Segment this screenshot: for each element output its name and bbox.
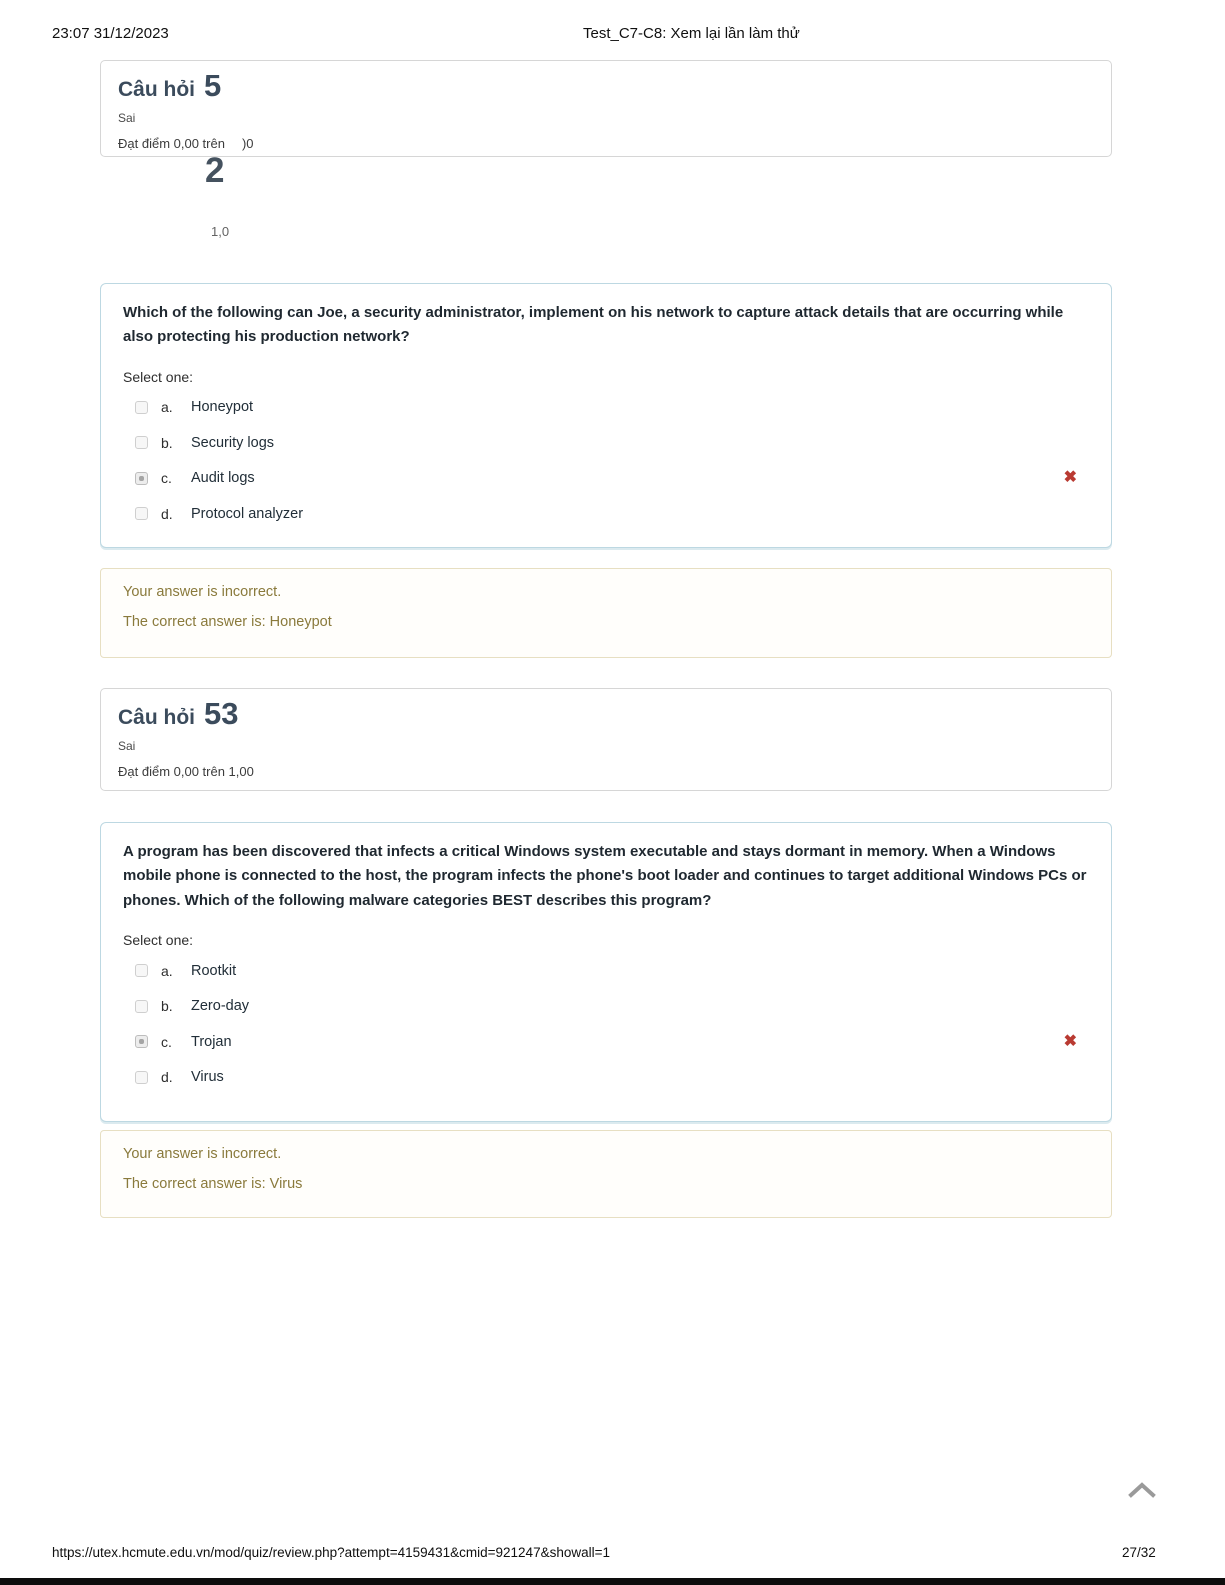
radio-button[interactable] <box>135 401 148 414</box>
question-status: Sai <box>118 739 136 753</box>
option-letter: d. <box>161 1069 173 1086</box>
option-label[interactable]: Zero-day <box>191 998 250 1015</box>
answer-option[interactable] <box>123 425 1089 461</box>
radio-button[interactable] <box>135 964 148 977</box>
displaced-question-number-digit: 2 <box>205 151 225 190</box>
radio-button-selected[interactable] <box>135 1035 148 1048</box>
question-grade-text: Đạt điểm 0,00 trên 1,00 <box>118 764 254 779</box>
feedback-incorrect-text: Your answer is incorrect. <box>123 1146 282 1162</box>
answer-option[interactable] <box>123 953 1089 989</box>
question-content-box <box>100 822 1112 1122</box>
option-letter: c. <box>161 470 172 487</box>
option-label[interactable]: Protocol analyzer <box>191 505 304 522</box>
option-label[interactable]: Rootkit <box>191 962 237 979</box>
radio-button[interactable] <box>135 507 148 520</box>
feedback-correct-answer-text: The correct answer is: Virus <box>123 1176 303 1192</box>
radio-button-selected[interactable] <box>135 472 148 485</box>
radio-button[interactable] <box>135 1000 148 1013</box>
question-info-box <box>100 688 1112 791</box>
question-text: Which of the following can Joe, a security administrator, implement on his network to capture attack details that are occurring while also protecting his production network? <box>123 304 1064 346</box>
answer-option[interactable] <box>123 1059 1089 1095</box>
answer-option[interactable] <box>123 496 1089 532</box>
question-grade <box>118 136 1094 151</box>
answer-option[interactable] <box>123 390 1089 426</box>
option-letter: a. <box>161 962 173 979</box>
page-title: Test_C7-C8: Xem lại lần làm thử <box>583 25 800 42</box>
select-one-prompt: Select one: <box>123 931 194 948</box>
option-letter: c. <box>161 1033 172 1050</box>
question-grade <box>118 764 1094 779</box>
option-label[interactable]: Honeypot <box>191 399 254 416</box>
question-grade-text: Đạt điểm 0,00 trên <box>118 136 225 151</box>
x-mark-icon: ✖ <box>1063 1032 1077 1050</box>
option-label[interactable]: Virus <box>191 1069 224 1086</box>
question-number-value: 53 <box>204 696 239 731</box>
scanned-page-edge <box>0 1578 1225 1585</box>
option-label[interactable]: Security logs <box>191 434 275 451</box>
question-text: A program has been discovered that infects a critical Windows system executable and stays dormant in memory. When a Windows mobile phone is connected to the host, the program infects the phone's boot loader and continues to target additional Windows PCs or phones. Which of the following malware categories BEST describes this program? <box>123 843 1087 909</box>
question-number <box>118 698 1094 730</box>
answer-option[interactable] <box>123 988 1089 1024</box>
select-one-prompt: Select one: <box>123 368 194 385</box>
question-number-label: Câu hỏi <box>118 78 195 101</box>
feedback-incorrect-text: Your answer is incorrect. <box>123 584 282 600</box>
feedback-box <box>100 568 1112 658</box>
header-timestamp: 23:07 31/12/2023 <box>52 25 169 42</box>
option-label[interactable]: Audit logs <box>191 470 255 487</box>
option-letter: a. <box>161 399 173 416</box>
option-label[interactable]: Trojan <box>191 1033 232 1050</box>
question-number <box>118 70 1094 102</box>
footer-url: https://utex.hcmute.edu.vn/mod/quiz/review.php?attempt=4159431&cmid=921247&showall=1 <box>52 1545 610 1560</box>
question-status: Sai <box>118 111 136 125</box>
option-letter: b. <box>161 998 173 1015</box>
option-letter: d. <box>161 505 173 522</box>
question-content-box <box>100 283 1112 548</box>
question-number-label: Câu hỏi <box>118 706 195 729</box>
answer-options <box>123 390 1089 532</box>
feedback-box <box>100 1130 1112 1218</box>
question-number-value: 5 <box>204 68 222 103</box>
displaced-grade-fragment: 1,0 <box>211 224 230 239</box>
scroll-to-top-button[interactable] <box>1122 1478 1162 1504</box>
radio-button[interactable] <box>135 436 148 449</box>
x-mark-icon: ✖ <box>1063 469 1077 487</box>
footer-page-indicator: 27/32 <box>1122 1545 1156 1560</box>
chevron-up-icon <box>1125 1481 1159 1499</box>
answer-option-selected-incorrect[interactable] <box>123 461 1089 497</box>
answer-option-selected-incorrect[interactable] <box>123 1024 1089 1060</box>
question-info-box <box>100 60 1112 157</box>
radio-button[interactable] <box>135 1071 148 1084</box>
feedback-correct-answer-text: The correct answer is: Honeypot <box>123 614 332 630</box>
answer-options <box>123 953 1089 1095</box>
question-grade-tail: )0 <box>241 136 254 151</box>
option-letter: b. <box>161 434 173 451</box>
